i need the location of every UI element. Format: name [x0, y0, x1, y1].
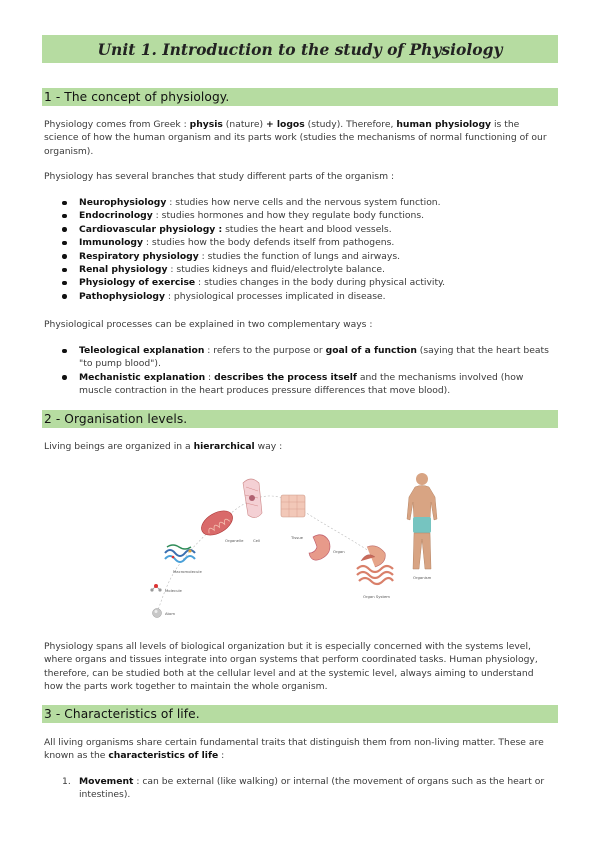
- organism-graphic: [407, 473, 437, 569]
- branch-desc: : physiological processes implicated in disease.: [165, 290, 386, 302]
- branch-desc: studies the heart and blood vessels.: [222, 223, 392, 235]
- bold-process: describes the process itself: [214, 371, 357, 383]
- branch-desc: : studies changes in the body during physical activity.: [195, 277, 446, 289]
- mechanistic-term: Mechanistic explanation: [79, 371, 206, 383]
- branch-term: Physiology of exercise: [79, 277, 196, 289]
- branch-desc: : studies kidneys and fluid/electrolyte balance.: [167, 264, 385, 276]
- text-run: (saying that the heart beats "to pump blood").: [79, 345, 549, 370]
- label-organelle: Organelle: [225, 538, 244, 543]
- text-run: Physiology comes from Greek :: [44, 119, 190, 130]
- organisation-levels-illustration: [145, 465, 445, 620]
- branch-term: Respiratory physiology: [79, 250, 199, 262]
- label-organ-system: Organ System: [363, 594, 390, 599]
- list-item: [62, 276, 552, 289]
- text-run: and the mechanisms involved (how muscle contraction in the heart produces pressure differences that move blood).: [79, 371, 524, 397]
- text-run: :: [205, 371, 215, 383]
- text-run: Living beings are organized in a: [44, 441, 194, 452]
- text-run: way :: [254, 441, 283, 452]
- text-run: is the science of how the human organism and its parts work (studies the mechanisms of normal functioning of our organism).: [44, 119, 547, 157]
- list-item: [62, 196, 552, 209]
- title-banner: [42, 35, 558, 63]
- organisation-levels-figure: [145, 465, 445, 620]
- list-item: [62, 209, 552, 222]
- progression-path: [157, 496, 375, 613]
- item-number: 1.: [62, 776, 71, 787]
- branch-term: Neurophysiology: [79, 197, 167, 208]
- section-1-paragraph-3: [44, 318, 554, 331]
- organelle-graphic: [197, 506, 236, 540]
- label-cell: Cell: [253, 538, 261, 543]
- list-item: [62, 775, 554, 802]
- text-run: (nature): [222, 119, 266, 130]
- list-item: [62, 344, 552, 371]
- branch-term: Endocrinology: [79, 210, 153, 222]
- label-molecule: Molecule: [165, 588, 182, 593]
- list-item: [62, 223, 552, 236]
- tissue-graphic: [281, 495, 305, 517]
- label-organism: Organism: [413, 575, 432, 580]
- organ-graphic: [309, 535, 330, 560]
- list-item: [62, 263, 552, 276]
- branches-intro: Physiology has several branches that study different parts of the organism :: [44, 171, 395, 182]
- branch-desc: : studies how the body defends itself from pathogens.: [143, 237, 395, 249]
- label-atom: Atom: [165, 611, 176, 616]
- explanations-list: [62, 344, 552, 398]
- macromolecule-graphic: [165, 545, 195, 562]
- label-macromolecule: Macromolecule: [173, 569, 202, 574]
- bold-goal: goal of a function: [325, 345, 417, 356]
- branch-term: Pathophysiology: [79, 290, 165, 302]
- bold-logos: + logos: [266, 119, 305, 130]
- section-1-paragraph-1: [44, 118, 554, 158]
- bold-physis: physis: [189, 119, 223, 130]
- section-2-intro: [44, 440, 554, 453]
- section-2-paragraph: [44, 640, 554, 694]
- section-3-intro: [44, 736, 554, 763]
- cell-graphic: [243, 479, 262, 518]
- list-item: [62, 236, 552, 249]
- list-item: [62, 250, 552, 263]
- explanations-intro: Physiological processes can be explained in two complementary ways :: [44, 319, 373, 330]
- text-run: (study). Therefore,: [304, 119, 397, 130]
- list-item: [62, 371, 552, 398]
- bold-hierarchical: hierarchical: [193, 441, 255, 452]
- branch-desc: : studies how nerve cells and the nervous system function.: [166, 197, 441, 208]
- section-2-header: [42, 410, 558, 428]
- section-2-heading: 2 - Organisation levels.: [44, 412, 188, 426]
- page-title: Unit 1. Introduction to the study of Physiology: [97, 39, 503, 59]
- bold-characteristics: characteristics of life: [108, 750, 219, 762]
- text-run: : refers to the purpose or: [204, 345, 326, 356]
- bold-human-physiology: human physiology: [396, 119, 492, 130]
- text-run: :: [218, 750, 225, 762]
- branch-term: Renal physiology: [79, 264, 168, 276]
- organ-system-graphic: [357, 546, 393, 584]
- label-tissue: Tissue: [291, 535, 303, 540]
- branch-desc: : studies the function of lungs and airways.: [198, 250, 401, 262]
- characteristic-term: Movement: [79, 776, 134, 787]
- section-1-header: [42, 88, 558, 106]
- organisation-text: Physiology spans all levels of biological organization but it is especially concerned with the systems level, where organs and tissues integrate into organ systems that perform coordinated tasks. Human physiology, therefore, can be studied both at the cellular level and at the systemic level, always aiming to understand how the parts work together to maintain the whole organism.: [44, 641, 538, 693]
- text-run: All living organisms share certain fundamental traits that distinguish them from non-living matter. These are known as the: [44, 737, 544, 762]
- characteristics-list: [62, 775, 554, 802]
- label-organ: Organ: [333, 549, 345, 554]
- branch-desc: : studies hormones and how they regulate body functions.: [152, 210, 425, 222]
- list-item: [62, 290, 552, 303]
- branch-term: Cardiovascular physiology :: [79, 223, 223, 235]
- branch-term: Immunology: [79, 237, 143, 249]
- section-1-paragraph-2: [44, 170, 554, 183]
- section-3-header: [42, 705, 558, 723]
- molecule-graphic: [150, 584, 161, 592]
- teleological-term: Teleological explanation: [79, 345, 205, 356]
- characteristic-desc: : can be external (like walking) or internal (the movement of organs such as the heart or intestines).: [79, 776, 545, 801]
- branches-list: [62, 196, 552, 303]
- atom-graphic: [153, 609, 162, 618]
- section-3-heading: 3 - Characteristics of life.: [44, 707, 200, 721]
- section-1-heading: 1 - The concept of physiology.: [44, 90, 230, 104]
